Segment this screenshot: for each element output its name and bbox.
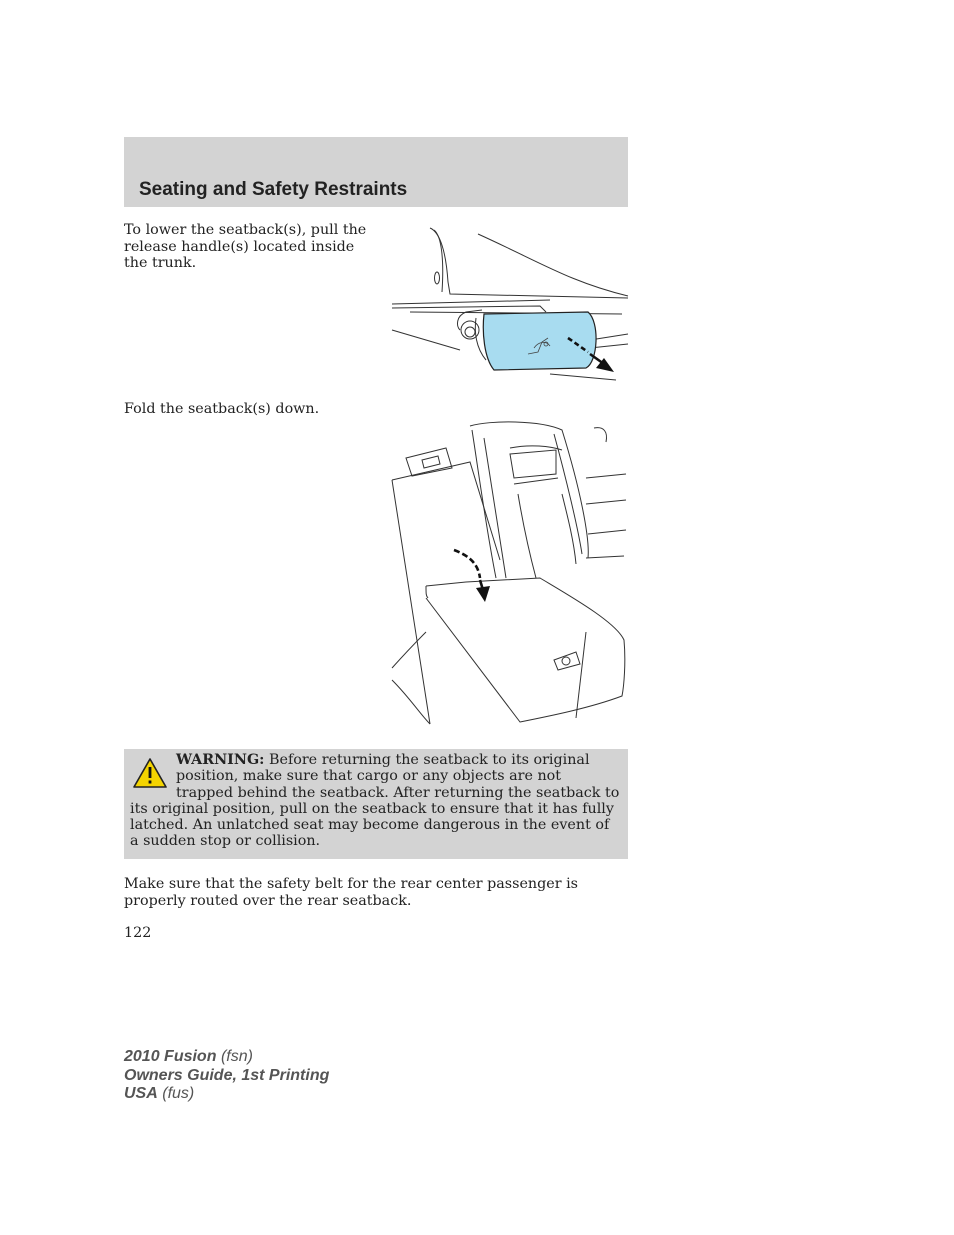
warning-triangle-icon (132, 756, 168, 790)
footer-edition: Owners Guide, 1st Printing (124, 1066, 330, 1084)
footer-market-code: (fus) (162, 1085, 195, 1102)
fold-seatback-illustration (390, 418, 630, 728)
footer-line-edition (124, 1067, 329, 1086)
section-title: Seating and Safety Restraints (139, 179, 408, 200)
footer-model: 2010 Fusion (124, 1048, 217, 1065)
footer-model-code: (fsn) (220, 1048, 253, 1065)
instruction-step-2: Fold the seatback(s) down. (124, 401, 320, 417)
section-header (124, 137, 628, 207)
warning-body: Before returning the seatback to its original position, make sure that cargo or any objects are not trapped behind the seatback. After returning the seatback to its original position, pull on the seatback to ensure that it has fully latched. An unlatched seat may become dangerous in the event of a sudden stop or collision. (130, 752, 620, 850)
safety-belt-note: Make sure that the safety belt for the rear center passenger is properly routed over the rear seatback. (124, 876, 579, 909)
instruction-step-1: To lower the seatback(s), pull the release handle(s) located inside the trunk. (124, 222, 367, 271)
page-number: 122 (124, 925, 152, 941)
trunk-release-handle-illustration (390, 222, 630, 382)
document-footer (124, 1048, 329, 1104)
warning-text (130, 752, 622, 850)
footer-market: USA (124, 1085, 158, 1102)
warning-label: WARNING: (176, 752, 265, 768)
footer-line-market (124, 1085, 329, 1104)
warning-callout (124, 749, 628, 859)
footer-line-model (124, 1048, 329, 1067)
